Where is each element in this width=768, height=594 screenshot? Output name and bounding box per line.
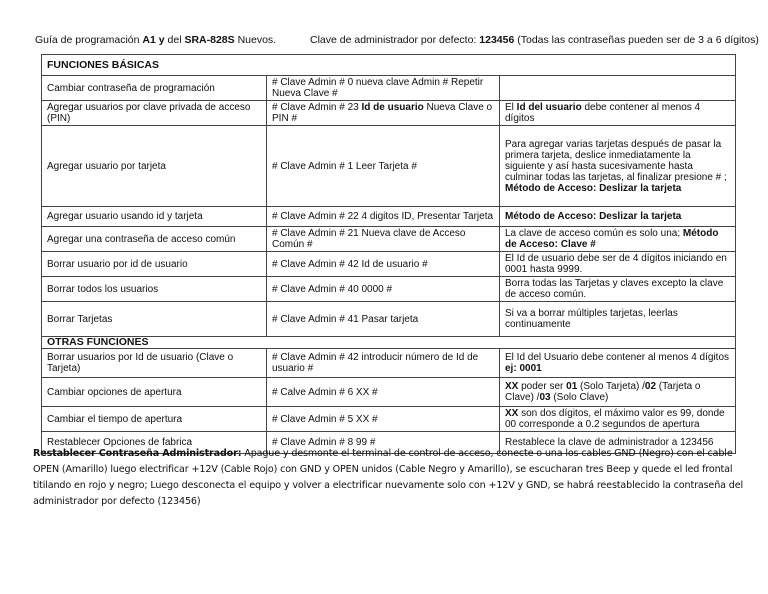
header-right bbox=[310, 34, 759, 46]
command-cell: # Clave Admin # 23 Id de usuario Nueva Clave o PIN # bbox=[267, 101, 500, 126]
note-cell: El Id de usuario debe ser de 4 dígitos iniciando en 0001 hasta 9999. bbox=[500, 252, 736, 277]
function-cell: Borrar todos los usuarios bbox=[42, 277, 267, 302]
section-row bbox=[42, 55, 736, 76]
header-right-text: Clave de administrador por defecto: bbox=[310, 34, 480, 46]
function-cell: Borrar Tarjetas bbox=[42, 302, 267, 337]
header-model-sra: SRA-828S bbox=[184, 34, 235, 46]
section-other-title: OTRAS FUNCIONES bbox=[42, 337, 736, 349]
function-cell: Cambiar opciones de apertura bbox=[42, 378, 267, 407]
header-right-text: (Todas las contraseñas pueden ser de 3 a 6 dígitos) bbox=[514, 34, 759, 46]
header-model-a1: A1 y bbox=[142, 34, 165, 46]
note-cell: Si va a borrar múltiples tarjetas, leerlas continuamente bbox=[500, 302, 736, 337]
command-cell: # Clave Admin # 22 4 digitos ID, Presentar Tarjeta bbox=[267, 207, 500, 227]
function-cell: Agregar usuarios por clave privada de acceso (PIN) bbox=[42, 101, 267, 126]
header-left-text: Guía de programación bbox=[35, 34, 143, 46]
command-cell: # Clave Admin # 8 99 # bbox=[267, 432, 500, 454]
programming-table bbox=[41, 54, 736, 454]
table-row bbox=[42, 378, 736, 407]
note-cell bbox=[500, 76, 736, 101]
table-row bbox=[42, 207, 736, 227]
note-cell: XX son dos dígitos, el máximo valor es 99, donde 00 corresponde a 0.2 segundos de apertura bbox=[500, 407, 736, 432]
command-cell: # Clave Admin # 21 Nueva clave de Acceso Común # bbox=[267, 227, 500, 252]
note-cell: La clave de acceso común es solo una; Método de Acceso: Clave # bbox=[500, 227, 736, 252]
header-left-text: del bbox=[164, 34, 185, 46]
function-cell: Restablecer Opciones de fabrica bbox=[42, 432, 267, 454]
function-cell: Borrar usuario por id de usuario bbox=[42, 252, 267, 277]
command-cell: # Clave Admin # 41 Pasar tarjeta bbox=[267, 302, 500, 337]
function-cell: Cambiar contraseña de programación bbox=[42, 76, 267, 101]
command-cell: # Clave Admin # 42 introducir número de Id de usuario # bbox=[267, 349, 500, 378]
section-row bbox=[42, 337, 736, 349]
table-row bbox=[42, 227, 736, 252]
table-row bbox=[42, 302, 736, 337]
command-cell: # Clave Admin # 40 0000 # bbox=[267, 277, 500, 302]
function-cell: Cambiar el tiempo de apertura bbox=[42, 407, 267, 432]
note-cell: Borra todas las Tarjetas y claves excepto la clave de acceso común. bbox=[500, 277, 736, 302]
note-cell: Restablece la clave de administrador a 123456 bbox=[500, 432, 736, 454]
header-left bbox=[35, 34, 276, 46]
reset-title: Restablecer Contraseña Administrador: bbox=[33, 448, 242, 459]
table-row bbox=[42, 349, 736, 378]
note-cell: XX poder ser 01 (Solo Tarjeta) /02 (Tarjeta o Clave) /03 (Solo Clave) bbox=[500, 378, 736, 407]
table-row bbox=[42, 76, 736, 101]
command-cell: # Clave Admin # 42 Id de usuario # bbox=[267, 252, 500, 277]
note-cell: El Id del Usuario debe contener al menos 4 dígitos ej: 0001 bbox=[500, 349, 736, 378]
note-cell: El Id del usuario debe contener al menos 4 dígitos bbox=[500, 101, 736, 126]
table-row bbox=[42, 252, 736, 277]
note-cell: Para agregar varias tarjetas después de pasar la primera tarjeta, deslice inmediatamente la siguiente y así hasta sucesivamente hasta culminar todas las tarjetas, al finalizar presione # ; Método de Acceso: Deslizar la tarjeta bbox=[500, 126, 736, 207]
table-row bbox=[42, 277, 736, 302]
function-cell: Agregar usuario por tarjeta bbox=[42, 126, 267, 207]
function-cell: Agregar una contraseña de acceso común bbox=[42, 227, 267, 252]
reset-text: Apague y desmonte el terminal de control de acceso, conecte o una los cables GND (Negro) con el cable OPEN (Amarillo) luego electrificar +12V (Cable Rojo) con GND y OPEN unidos (Cable Negro y Amarillo), se escucharan tres Beep y quede el led frontal titilando en rojo y negro; Luego desconecta el equipo y volver a electrificar nuevamente solo con +12V y GND, se habrá reestablecido la contraseña del administrador por defecto (123456) bbox=[33, 448, 743, 507]
table-row bbox=[42, 101, 736, 126]
header-left-text: Nuevos. bbox=[234, 34, 277, 46]
section-basic-title: FUNCIONES BÁSICAS bbox=[42, 55, 736, 76]
reset-admin-instructions bbox=[33, 446, 743, 510]
command-cell: # Clave Admin # 1 Leer Tarjeta # bbox=[267, 126, 500, 207]
function-cell: Agregar usuario usando id y tarjeta bbox=[42, 207, 267, 227]
default-admin-code: 123456 bbox=[479, 34, 515, 46]
note-cell: Método de Acceso: Deslizar la tarjeta bbox=[500, 207, 736, 227]
table-row bbox=[42, 407, 736, 432]
table-row bbox=[42, 126, 736, 207]
command-cell: # Clave Admin # 5 XX # bbox=[267, 407, 500, 432]
command-cell: # Calve Admin # 6 XX # bbox=[267, 378, 500, 407]
command-cell: # Clave Admin # 0 nueva clave Admin # Repetir Nueva Clave # bbox=[267, 76, 500, 101]
function-cell: Borrar usuarios por Id de usuario (Clave o Tarjeta) bbox=[42, 349, 267, 378]
